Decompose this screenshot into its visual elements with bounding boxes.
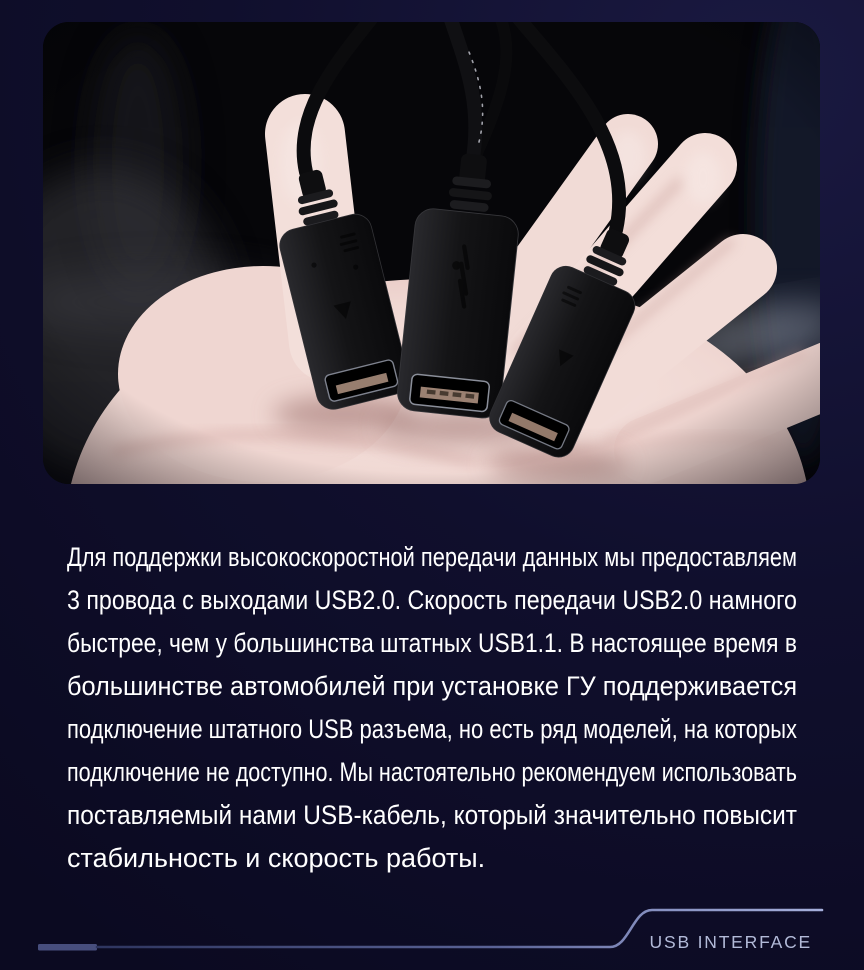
description-line: подключение не доступно. Мы настоятельно рекомендуем использовать xyxy=(67,757,797,787)
description-line: стабильность и скорость работы. xyxy=(67,843,486,873)
description-line: быстрее, чем у большинства штатных USB1.1. В настоящее время в xyxy=(67,628,797,658)
description-line: подключение штатного USB разъема, но есть ряд моделей, на которых xyxy=(67,714,798,744)
description-line: 3 провода с выходами USB2.0. Скорость передачи USB2.0 намного xyxy=(67,585,797,615)
product-photo-illustration xyxy=(43,22,820,484)
description-line: поставляемый нами USB-кабель, который значительно повысит xyxy=(67,800,797,830)
divider-dash xyxy=(38,944,97,951)
product-photo xyxy=(43,22,820,484)
photo-vignette xyxy=(43,22,820,484)
product-description xyxy=(67,536,797,880)
footer-label: USB INTERFACE xyxy=(649,932,812,952)
description-line: большинстве автомобилей при установке ГУ поддерживается xyxy=(67,671,798,701)
description-line: Для поддержки высокоскоростной передачи данных мы предоставляем xyxy=(67,542,798,572)
